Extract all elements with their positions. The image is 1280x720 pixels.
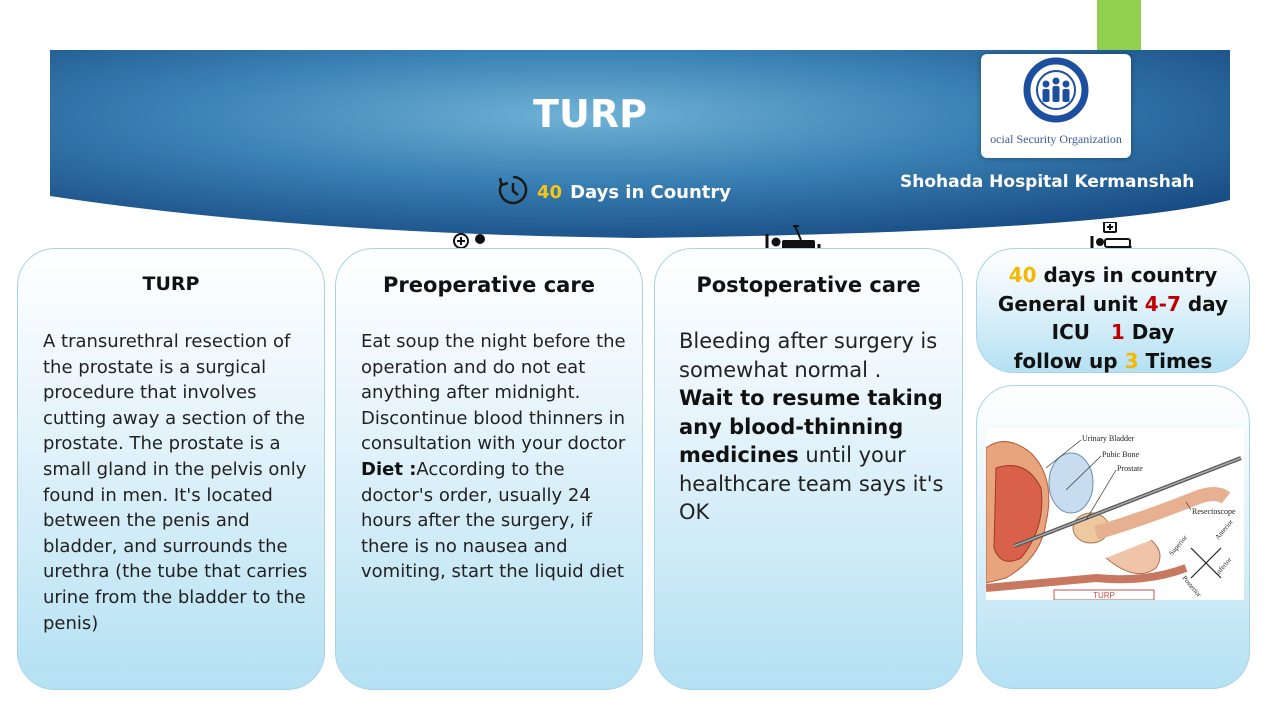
followup-number: 3 bbox=[1124, 348, 1139, 373]
blood-thinner-warning: Wait to resume taking any blood-thinning medicines bbox=[679, 386, 943, 467]
diet-text: According to the doctor's order, usually 24 hours after the surgery, if there is no nausea and vomiting, start the liquid diet bbox=[361, 458, 624, 583]
preoperative-card bbox=[335, 248, 643, 690]
stay-line-followup bbox=[977, 347, 1249, 376]
stay-summary-card bbox=[976, 248, 1250, 373]
label-inferior: Inferior bbox=[1213, 555, 1234, 578]
label-anterior: Anterior bbox=[1213, 517, 1235, 542]
general-unit-unit: day bbox=[1187, 291, 1229, 316]
days-in-country bbox=[497, 175, 731, 209]
icu-number: 1 bbox=[1110, 320, 1125, 344]
general-unit-text: General unit bbox=[997, 291, 1138, 316]
label-urinary-bladder: Urinary Bladder bbox=[1082, 434, 1135, 443]
followup-unit: Times bbox=[1145, 348, 1213, 373]
postoperative-card-body bbox=[679, 327, 951, 527]
icu-text: ICU bbox=[1051, 320, 1091, 344]
days-label: Days in Country bbox=[570, 181, 731, 203]
label-pubic-bone: Pubic Bone bbox=[1102, 450, 1140, 459]
country-days-number: 40 bbox=[1008, 263, 1037, 287]
stay-stats bbox=[977, 261, 1249, 375]
country-days-text: days in country bbox=[1043, 263, 1218, 287]
label-posterior: Posterior bbox=[1180, 574, 1203, 599]
icu-unit: Day bbox=[1131, 320, 1175, 344]
stay-line-country bbox=[977, 261, 1249, 290]
organization-logo bbox=[981, 54, 1131, 158]
bleeding-note: Bleeding after surgery is somewhat normal . bbox=[679, 329, 938, 382]
general-unit-number: 4-7 bbox=[1144, 291, 1181, 316]
postoperative-card bbox=[654, 248, 963, 690]
page-title: TURP bbox=[533, 92, 647, 136]
blood-thinner-note: until your healthcare team says it's OK bbox=[679, 443, 944, 524]
turp-card-body: A transurethral resection of the prostate is a surgical procedure that involves cutting away a section of the prostate. The prostate is a small gland in the pelvis only found in men. It's located between the penis and bladder, and surrounds the urethra (the tube that carries urine from the bladder to the penis) bbox=[43, 331, 308, 634]
postoperative-card-title: Postoperative care bbox=[696, 273, 921, 297]
stay-line-icu bbox=[977, 318, 1249, 347]
label-resectoscope: Resectoscope bbox=[1192, 507, 1236, 516]
hospital-name: Shohada Hospital Kermanshah bbox=[900, 172, 1195, 192]
turp-anatomy-diagram bbox=[986, 428, 1244, 600]
clock-icon bbox=[497, 174, 529, 211]
preoperative-card-body bbox=[361, 329, 636, 585]
turp-card bbox=[17, 248, 325, 690]
label-superior: Superior bbox=[1167, 533, 1190, 558]
logo-caption: ocial Security Organization bbox=[990, 132, 1122, 146]
label-prostate: Prostate bbox=[1117, 464, 1143, 473]
days-number: 40 bbox=[537, 181, 563, 203]
preoperative-instructions: Eat soup the night before the operation and do not eat anything after midnight. Discontinue blood thinners in consultation with your doctor bbox=[361, 331, 626, 455]
diagram-card bbox=[976, 385, 1250, 689]
diet-label: Diet : bbox=[361, 458, 417, 480]
preoperative-card-title: Preoperative care bbox=[383, 273, 595, 297]
stay-line-general bbox=[977, 290, 1249, 319]
turp-card-title: TURP bbox=[142, 273, 200, 295]
diagram-caption: TURP bbox=[1093, 591, 1115, 600]
followup-text: follow up bbox=[1013, 348, 1118, 373]
